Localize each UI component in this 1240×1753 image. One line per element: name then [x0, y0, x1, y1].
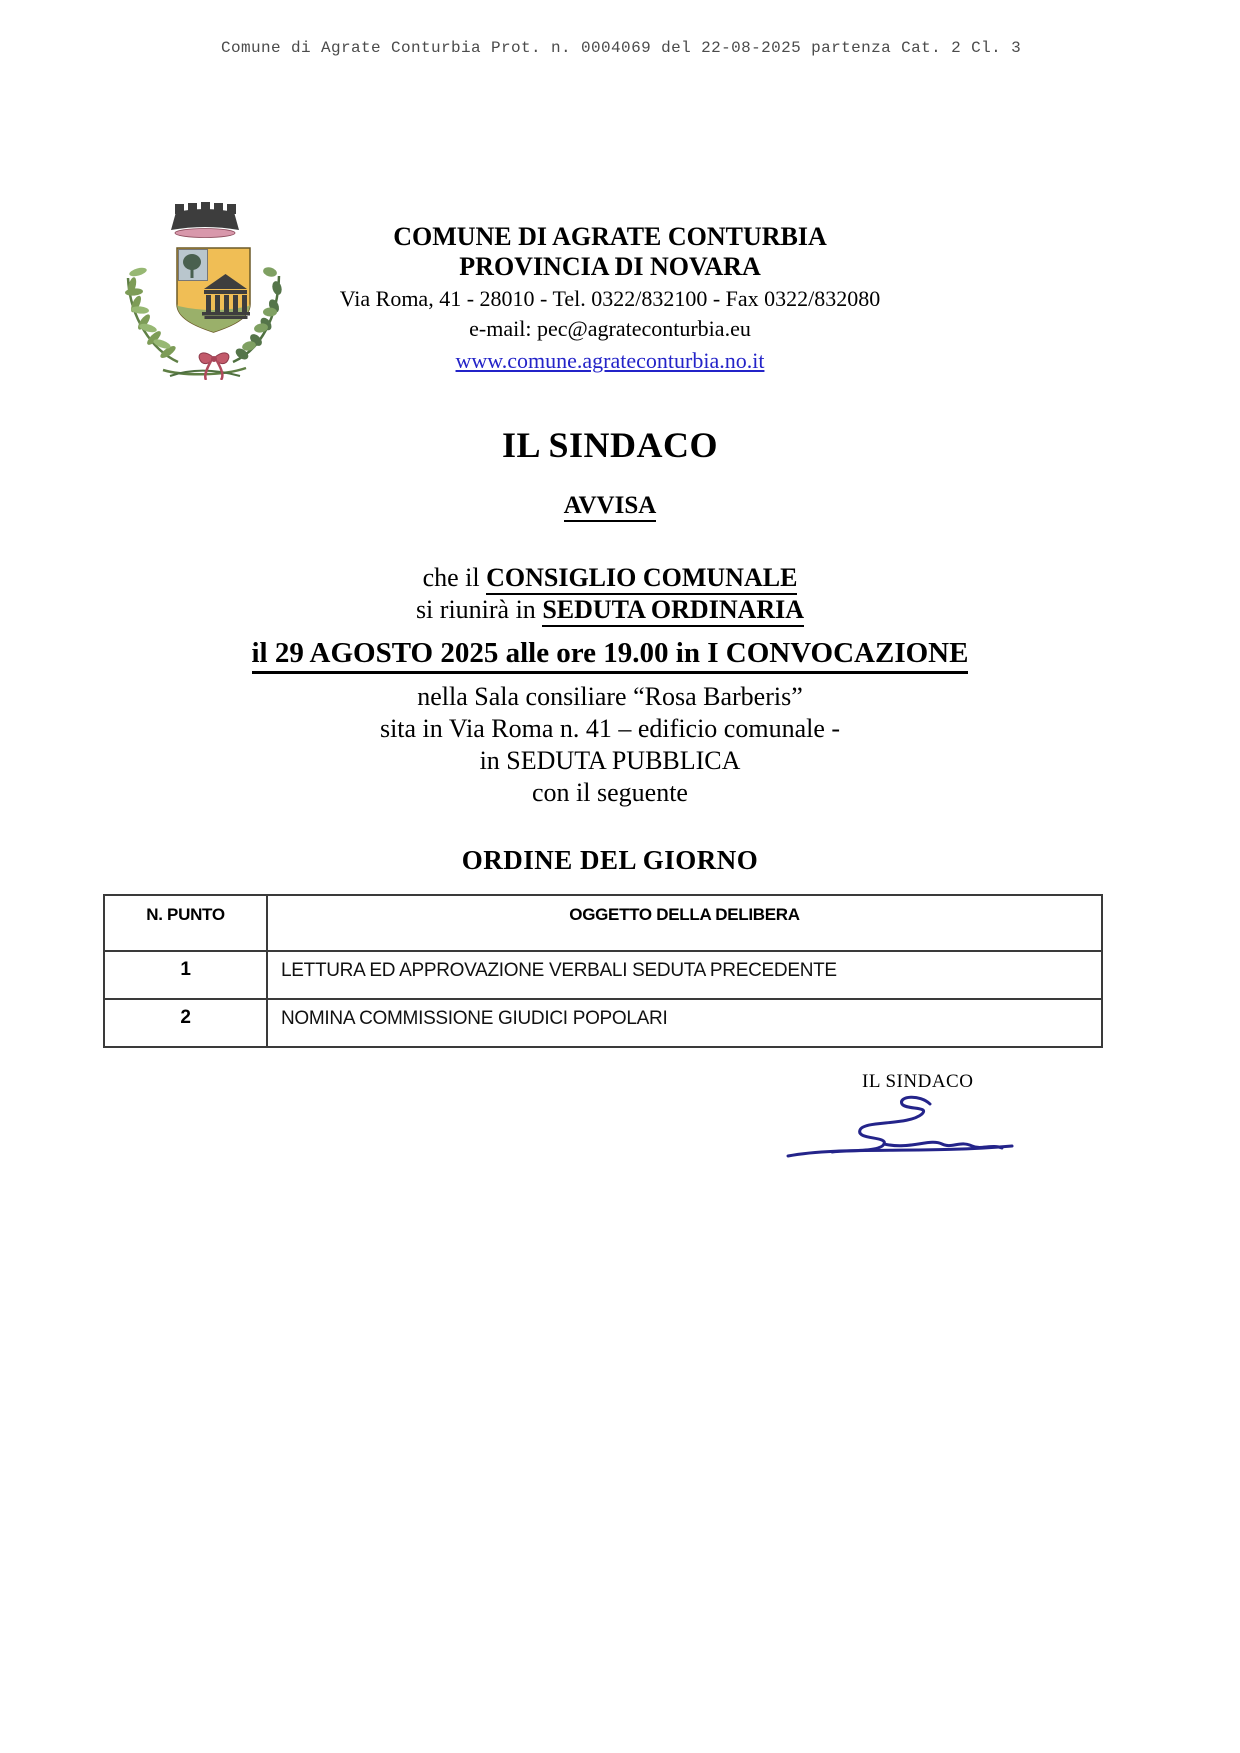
- meeting-line-1: [0, 563, 1220, 593]
- meeting-line-2: [0, 595, 1220, 625]
- location-line-3: in SEDUTA PUBBLICA: [479, 746, 741, 775]
- agenda-item-number: 1: [104, 951, 267, 999]
- agenda-item-number: 2: [104, 999, 267, 1047]
- meeting-line-2-prefix: si riunirà in: [415, 595, 543, 624]
- municipality-name: COMUNE DI AGRATE CONTURBIA: [393, 222, 827, 251]
- mayor-signature: [780, 1090, 1020, 1170]
- agenda-header-num: N. PUNTO: [104, 895, 267, 951]
- meeting-date-line: [0, 637, 1220, 670]
- province-name: PROVINCIA DI NOVARA: [459, 252, 761, 281]
- signature-scribble: [780, 1090, 1020, 1170]
- announce-text: AVVISA: [564, 492, 657, 522]
- signature-label: IL SINDACO: [862, 1071, 974, 1092]
- protocol-line: Comune di Agrate Conturbia Prot. n. 0004069 del 22-08-2025 partenza Cat. 2 Cl. 3: [221, 39, 1022, 57]
- table-row: [104, 951, 1102, 999]
- table-row: [104, 999, 1102, 1047]
- meeting-line-1-emphasis: CONSIGLIO COMUNALE: [486, 563, 797, 595]
- meeting-line-2-emphasis: SEDUTA ORDINARIA: [542, 595, 804, 627]
- agenda-header-row: [104, 895, 1102, 951]
- agenda-table: [103, 894, 1103, 1048]
- email-line: e-mail: pec@agrateconturbia.eu: [469, 316, 751, 341]
- location-line-2: sita in Via Roma n. 41 – edificio comunale -: [379, 714, 841, 743]
- location-line-4: con il seguente: [532, 778, 688, 807]
- agenda-item-subject: LETTURA ED APPROVAZIONE VERBALI SEDUTA PRECEDENTE: [267, 951, 1102, 999]
- address-line: Via Roma, 41 - 28010 - Tel. 0322/832100 - Fax 0322/832080: [339, 286, 881, 311]
- meeting-line-1-prefix: che il: [422, 563, 487, 592]
- meeting-date-text: il 29 AGOSTO 2025 alle ore 19.00 in I CONVOCAZIONE: [252, 637, 969, 674]
- agenda-title: ORDINE DEL GIORNO: [461, 845, 759, 875]
- agenda-header-subject: OGGETTO DELLA DELIBERA: [267, 895, 1102, 951]
- announce-word: [0, 492, 1220, 520]
- notice-title: IL SINDACO: [501, 425, 719, 465]
- location-line-1: nella Sala consiliare “Rosa Barberis”: [417, 682, 803, 711]
- agenda-item-subject: NOMINA COMMISSIONE GIUDICI POPOLARI: [267, 999, 1102, 1047]
- website-link[interactable]: www.comune.agrateconturbia.no.it: [455, 348, 765, 373]
- website-line: [0, 348, 1220, 374]
